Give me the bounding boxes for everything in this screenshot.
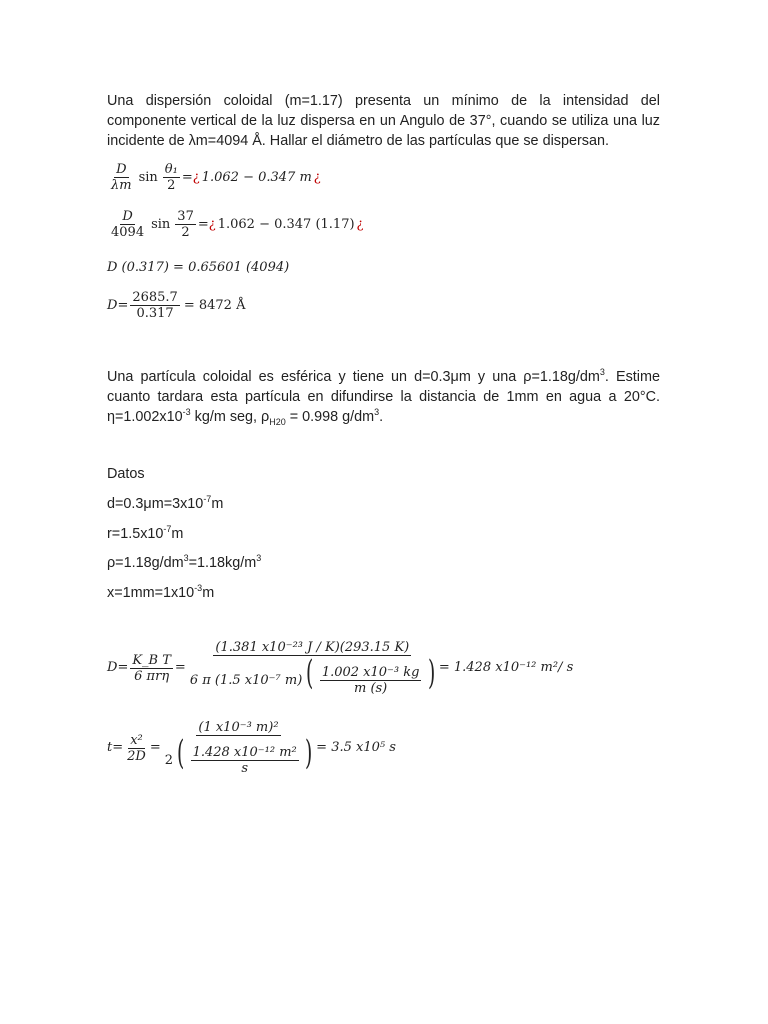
eqD-result: = 1.428 x10⁻¹² m²/ s [438,660,574,675]
equation-3: D (0.317) = 0.65601 (4094) [107,260,290,275]
datos-item: $r=1.5x10^{-7}m$ [107,524,184,542]
equation-2: $\frac{D}{4094}$ sin $\frac{37}{2}$ = ¿ 1.062 − 0.347 (1.17) ¿ [111,209,364,240]
problem2-statement: Una partícula coloidal es esférica y tiene un d=0.3μm y una $\rho=1.18g/dm^3$. Estime cuanto tardara esta partícula en difundirse la distancia de 1mm en agua a 20°C. $\eta=1.002x10^{-3}$ kg/m seg, $\rho_{H20} = 0.998$ $g/dm^3$. [107,367,660,427]
datos-item: $d=0.3\mu m=3x10^{-7}m$ [107,494,224,512]
eqT-fraction-2: (1 x10⁻³ m)² 2 ( $\frac{\text{1.428 x10⁻¹² m²}}{s}$ ) [164,720,313,776]
eq1-rhs: 1.062 − 0.347 m [201,169,312,185]
equation-1: $\frac{D}{\lambda m}$ sin $\frac{\text{θ₁}}{2}$ = ¿ 1.062 − 0.347 m ¿ [111,162,321,193]
eq2-glyph-close: ¿ [356,216,364,232]
eqT-inner-fraction: $\frac{\text{1.428 x10⁻¹² m²}}{s}$ [192,745,297,776]
eq1-angle-fraction: $\frac{\text{θ₁}}{2}$ [164,162,178,193]
eq2-angle-fraction: $\frac{37}{2}$ [177,209,194,240]
eq1-lhs-fraction: $\frac{D}{\lambda m}$ [111,162,132,193]
eq2-rhs: 1.062 − 0.347 (1.17) [217,216,355,232]
equation-time: t = $\frac{\text{x²}}{2D}$ = (1 x10⁻³ m)² 2 ( $\frac{\text{1.428 x10⁻¹² m²}}{s}$ ) = 3.5 x10⁵ s [107,720,396,776]
problem1-statement: Una dispersión coloidal (m=1.17) presenta un mínimo de la intensidad del componente vertical de la luz dispersa en un Angulo de 37°, cuando se utiliza una luz incidente de λm=4094 Å. Hallar el diámetro de las partículas que se dispersan. [107,93,660,149]
eqD-fraction-2: (1.381 x10⁻²³ J / K)(293.15 K) 6 π (1.5 x10⁻⁷ m) ( $\frac{\text{1.002 x10⁻³ kg}}{m (s)}$ ) [189,640,435,696]
equation-4: D = $\frac{2685.7}{0.317}$ = 8472 Å [107,290,246,321]
equation-diffusion: D = $\frac{\text{K\_B T}}{\text{6 πrη}}$ = (1.381 x10⁻²³ J / K)(293.15 K) 6 π (1.5 x10⁻⁷ m) ( $\frac{\text{1.002 x10⁻³ kg}}{m (s)}$ ) = 1.428 x10⁻¹² m²/ s [107,640,574,696]
datos-item: $x=1mm=1x10^{-3}m$ [107,583,215,601]
eq2-lhs-fraction: $\frac{D}{4094}$ [111,209,145,240]
eq1-glyph-open: ¿ [192,169,200,185]
datos-item: $\rho=1.18g/dm^3=1.18kg/m^3$ [107,553,262,571]
eqD-fraction-1: $\frac{\text{K\_B T}}{\text{6 πrη}}$ [132,652,171,684]
eq4-result: = 8472 Å [183,297,246,313]
eq1-glyph-close: ¿ [313,169,321,185]
eqD-inner-fraction: $\frac{\text{1.002 x10⁻³ kg}}{m (s)}$ [321,665,420,696]
eq2-glyph-open: ¿ [208,216,216,232]
datos-title: Datos [107,466,145,482]
eqT-fraction-1: $\frac{\text{x²}}{2D}$ [127,732,146,764]
eqT-result: = 3.5 x10⁵ s [316,740,396,755]
eq4-fraction: $\frac{2685.7}{0.317}$ [132,290,178,321]
